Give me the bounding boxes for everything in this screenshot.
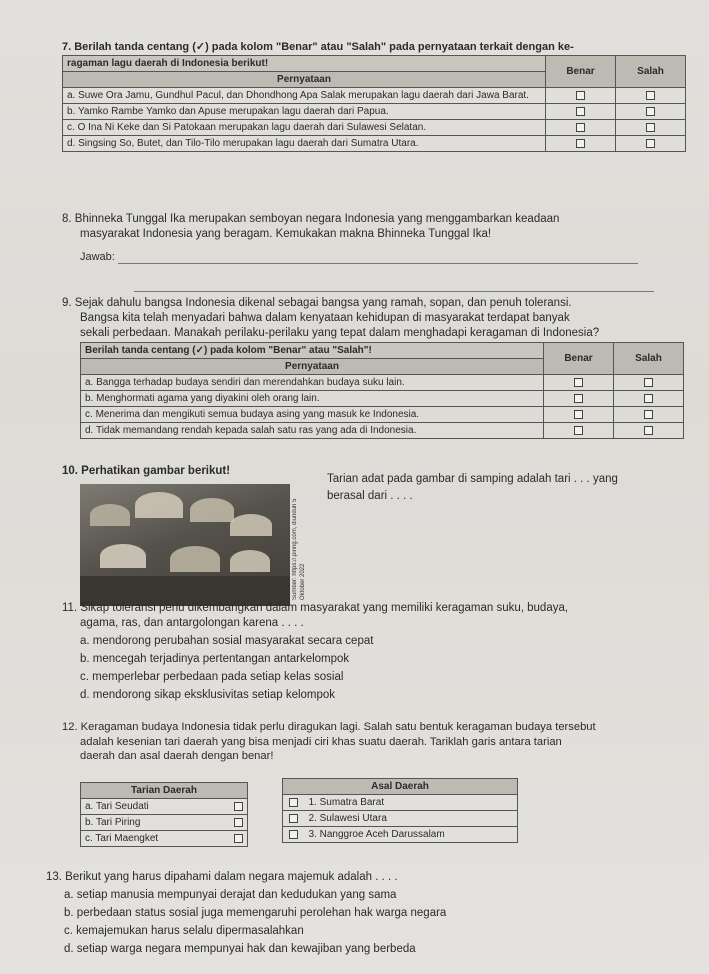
q7-header-true: Benar xyxy=(546,56,616,88)
match-dot[interactable] xyxy=(289,830,298,839)
match-dot[interactable] xyxy=(289,798,298,807)
q9-header-statement: Pernyataan xyxy=(81,358,544,374)
photo-source: Sumber: https://.piring.com, diunduh 5 Oktober 2022 xyxy=(292,498,306,600)
row-text: Suwe Ora Jamu, Gundhul Pacul, dan Dhondhong Apa Salak merupakan lagu daerah dari Jawa Barat. xyxy=(78,90,529,102)
q7-title-line2: ragaman lagu daerah di Indonesia berikut! xyxy=(63,56,546,72)
row-text: Tari Seudati xyxy=(95,801,149,812)
row-text: O Ina Ni Keke dan Si Patokaan merupakan lagu daerah dari Sulawesi Selatan. xyxy=(77,122,427,134)
option-letter: b. xyxy=(64,906,74,919)
option-text: setiap manusia mempunyai derajat dan kedudukan yang sama xyxy=(76,888,397,901)
true-checkbox[interactable] xyxy=(574,378,583,387)
table-row xyxy=(63,120,686,136)
false-checkbox[interactable] xyxy=(646,139,655,148)
true-checkbox[interactable] xyxy=(576,139,585,148)
option-letter: c. xyxy=(80,670,89,683)
row-text: Tari Piring xyxy=(95,817,141,828)
option-b[interactable] xyxy=(80,652,689,667)
q11-line2: agama, ras, dan antargolongan karena . . . . xyxy=(80,616,304,629)
row-letter: b. xyxy=(85,392,94,404)
option-text: setiap warga negara mempunyai hak dan kewajiban yang berbeda xyxy=(76,942,416,955)
row-letter: a. xyxy=(67,90,76,102)
option-text: mendorong perubahan sosial masyarakat secara cepat xyxy=(92,634,374,647)
option-letter: c. xyxy=(64,924,73,937)
option-c[interactable] xyxy=(80,670,689,685)
q8-line1: 8. Bhinneka Tunggal Ika merupakan semboyan negara Indonesia yang menggambarkan keadaan xyxy=(62,213,560,225)
table-row xyxy=(283,827,518,843)
table-row xyxy=(81,390,684,406)
q9-header-false: Salah xyxy=(614,342,684,374)
question-9 xyxy=(62,296,689,439)
question-12 xyxy=(62,720,689,764)
row-text: Sulawesi Utara xyxy=(319,813,387,824)
row-letter: 1. xyxy=(308,797,317,808)
table-row xyxy=(283,811,518,827)
q10-text2: berasal dari . . . . xyxy=(327,489,413,502)
false-checkbox[interactable] xyxy=(646,123,655,132)
q8-answer xyxy=(80,250,689,264)
q13-line1: 13. Berikut yang harus dipahami dalam negara majemuk adalah . . . . xyxy=(46,871,398,883)
true-checkbox[interactable] xyxy=(574,394,583,403)
q7-header-false: Salah xyxy=(616,56,686,88)
option-a[interactable] xyxy=(80,634,689,649)
false-checkbox[interactable] xyxy=(644,410,653,419)
q7-title-line1: 7. Berilah tanda centang (✓) pada kolom "Benar" atau "Salah" pada pernyataan terkait dengan ke- xyxy=(62,41,574,53)
q10-title: 10. Perhatikan gambar berikut! xyxy=(62,465,231,477)
table-row xyxy=(63,104,686,120)
table-row xyxy=(81,422,684,438)
option-b[interactable] xyxy=(64,906,689,921)
row-text: Yamko Rambe Yamko dan Apuse merupakan lagu daerah dari Papua. xyxy=(77,106,389,118)
q7-header-statement: Pernyataan xyxy=(63,72,546,88)
q10-text xyxy=(327,472,697,504)
row-letter: b. xyxy=(67,106,76,118)
q9-line1: 9. Sejak dahulu bangsa Indonesia dikenal sebagai bangsa yang ramah, sopan, dan penuh toleransi. xyxy=(62,297,572,309)
q9-header-true: Benar xyxy=(544,342,614,374)
q7-table xyxy=(62,55,686,152)
table-row xyxy=(81,799,248,815)
table-row xyxy=(81,406,684,422)
q11-line1: 11. Sikap toleransi perlu dikembangkan dalam masyarakat yang memiliki keragaman suku, budaya, xyxy=(62,602,569,614)
table-row xyxy=(283,795,518,811)
option-d[interactable] xyxy=(64,942,689,957)
q9-table xyxy=(80,342,684,439)
false-checkbox[interactable] xyxy=(644,378,653,387)
row-text: Sumatra Barat xyxy=(319,797,385,808)
q12-line2: adalah kesenian tari daerah yang bisa menjadi ciri khas suatu daerah. Tariklah garis antara tarian xyxy=(80,735,562,748)
match-dot[interactable] xyxy=(234,818,243,827)
question-8 xyxy=(62,212,689,292)
false-checkbox[interactable] xyxy=(644,394,653,403)
q10-text1: Tarian adat pada gambar di samping adalah tari . . . yang xyxy=(327,473,618,485)
q9-line4: Berilah tanda centang (✓) pada kolom "Benar" atau "Salah"! xyxy=(81,342,544,358)
option-letter: a. xyxy=(64,888,74,901)
question-7 xyxy=(62,40,689,152)
row-letter: a. xyxy=(85,801,94,812)
false-checkbox[interactable] xyxy=(644,426,653,435)
row-letter: c. xyxy=(85,408,93,420)
row-text: Tidak memandang rendah kepada salah satu ras yang ada di Indonesia. xyxy=(95,424,417,436)
table-row xyxy=(81,831,248,847)
option-letter: d. xyxy=(80,688,90,701)
option-d[interactable] xyxy=(80,688,689,703)
q12-line3: daerah dan asal daerah dengan benar! xyxy=(80,750,274,763)
row-letter: 2. xyxy=(308,813,317,824)
table-row xyxy=(63,136,686,152)
option-text: kemajemukan harus selalu dipermasalahkan xyxy=(76,924,304,937)
false-checkbox[interactable] xyxy=(646,91,655,100)
option-text: mencegah terjadinya pertentangan antarkelompok xyxy=(92,652,350,665)
option-letter: d. xyxy=(64,942,74,955)
option-text: perbedaan status sosial juga memengaruhi perolehan hak warga negara xyxy=(76,906,447,919)
answer-line[interactable] xyxy=(118,263,638,264)
table-row xyxy=(81,374,684,390)
q12-dance-table xyxy=(80,782,248,847)
row-letter: c. xyxy=(67,122,75,134)
row-text: Singsing So, Butet, dan Tilo-Tilo merupakan lagu daerah dari Sumatra Utara. xyxy=(78,138,419,150)
q12-left-header: Tarian Daerah xyxy=(81,783,248,799)
option-letter: a. xyxy=(80,634,90,647)
q9-line2: Bangsa kita telah menyadari bahwa dalam kenyataan kehidupan di masyarakat terdapat banyak xyxy=(80,311,570,324)
row-letter: 3. xyxy=(308,829,317,840)
q9-line3: sekali perbedaan. Manakah perilaku-perilaku yang tepat dalam menghadapi keragaman di Indonesia? xyxy=(80,326,600,339)
q8-answer-label: Jawab: xyxy=(80,250,115,263)
option-text: memperlebar perbedaan pada setiap kelas sosial xyxy=(92,670,344,683)
false-checkbox[interactable] xyxy=(646,107,655,116)
question-13 xyxy=(46,870,689,957)
q12-right-header: Asal Daerah xyxy=(283,779,518,795)
row-text: Tari Maengket xyxy=(95,833,159,844)
true-checkbox[interactable] xyxy=(576,107,585,116)
answer-line[interactable] xyxy=(134,291,654,292)
true-checkbox[interactable] xyxy=(576,123,585,132)
option-text: mendorong sikap eksklusivitas setiap kelompok xyxy=(92,688,336,701)
true-checkbox[interactable] xyxy=(574,410,583,419)
row-text: Menerima dan mengikuti semua budaya asing yang masuk ke Indonesia. xyxy=(95,408,420,420)
row-text: Menghormati agama yang diyakini oleh orang lain. xyxy=(96,392,320,404)
option-c[interactable] xyxy=(64,924,689,939)
option-letter: b. xyxy=(80,652,90,665)
match-dot[interactable] xyxy=(289,814,298,823)
q12-region-table xyxy=(282,778,518,843)
table-row xyxy=(81,815,248,831)
row-text: Bangga terhadap budaya sendiri dan merendahkan budaya suku lain. xyxy=(96,376,405,388)
row-letter: d. xyxy=(85,424,94,436)
dance-photo xyxy=(80,484,290,606)
row-text: Nanggroe Aceh Darussalam xyxy=(319,829,445,840)
true-checkbox[interactable] xyxy=(574,426,583,435)
row-letter: b. xyxy=(85,817,94,828)
row-letter: a. xyxy=(85,376,94,388)
true-checkbox[interactable] xyxy=(576,91,585,100)
table-row xyxy=(63,88,686,104)
question-11 xyxy=(62,601,689,703)
q12-line1: 12. Keragaman budaya Indonesia tidak perlu diragukan lagi. Salah satu bentuk keragaman budaya tersebut xyxy=(62,721,596,733)
match-dot[interactable] xyxy=(234,834,243,843)
row-letter: c. xyxy=(85,833,93,844)
q8-line2: masyarakat Indonesia yang beragam. Kemukakan makna Bhinneka Tunggal Ika! xyxy=(80,227,492,240)
match-dot[interactable] xyxy=(234,802,243,811)
row-letter: d. xyxy=(67,138,76,150)
option-a[interactable] xyxy=(64,888,689,903)
